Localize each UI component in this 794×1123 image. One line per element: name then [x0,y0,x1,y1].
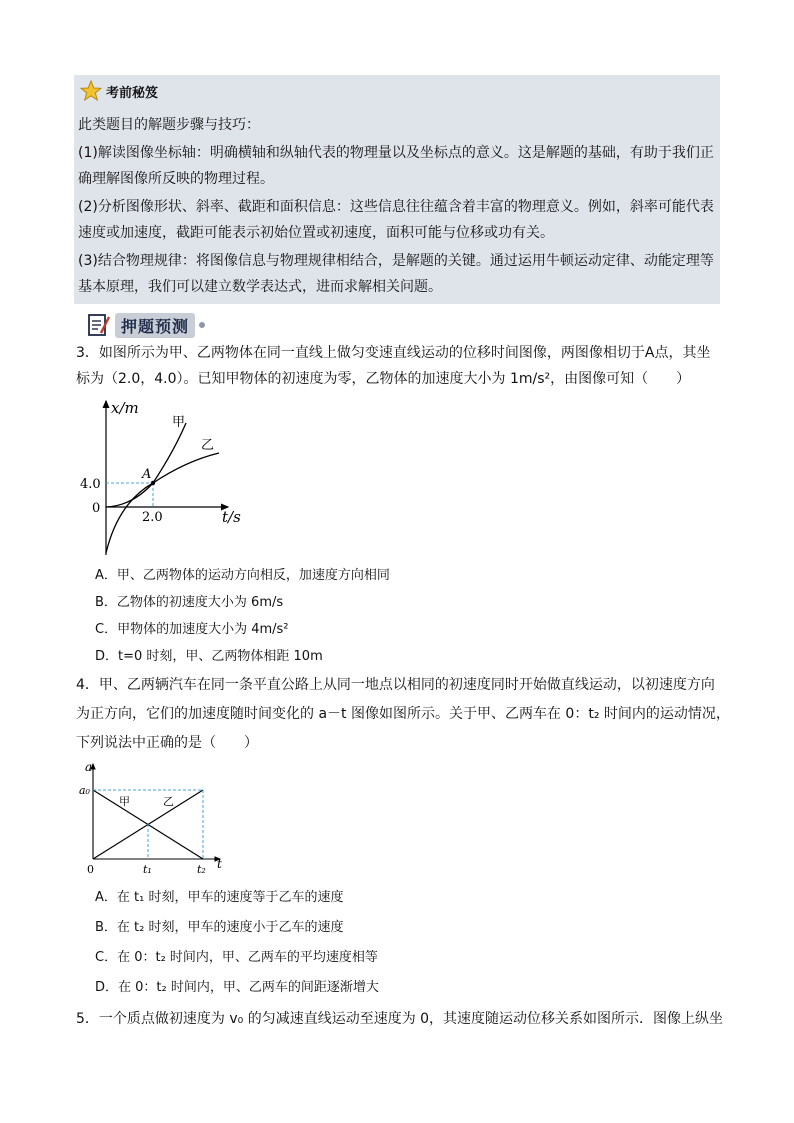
question-3-line: 3．如图所示为甲、乙两物体在同一直线上做匀变速直线运动的位移时间图像，两图像相切于A点，其坐 [76,345,711,361]
banner-label: 押题预测 [115,313,195,338]
q3-x-axis-label: t/s [222,508,241,526]
star-icon [80,80,102,102]
question-3-line: 标为（2.0，4.0）。已知甲物体的初速度为零，乙物体的加速度大小为 1m/s²，由图像可知（ ） [76,371,691,387]
q3-x-tick: 2.0 [142,510,163,525]
q4-option-a: A．在 t₁ 时刻，甲车的速度等于乙车的速度 [95,890,344,905]
tip-title: 考前秘笈 [106,85,159,101]
tip-header [80,79,158,103]
tip-line: 速度或加速度，截距可能表示初始位置或初速度，面积可能与位移或功有关。 [78,225,554,241]
q3-curve-jia [106,423,186,507]
q4-t1-tick: t₁ [143,863,152,876]
tip-line: (1)解读图像坐标轴：明确横轴和纵轴代表的物理量以及坐标点的意义。这是解题的基础，有助于我们正 [78,145,714,161]
q3-y-axis-label: x/m [111,399,139,417]
section-banner [86,312,205,338]
q3-curve-yi-label: 乙 [201,438,215,453]
q4-option-c: C．在 0：t₂ 时间内，甲、乙两车的平均速度相等 [95,950,378,965]
q3-curve-jia-label: 甲 [172,415,186,430]
question-4-line: 下列说法中正确的是（ ） [76,735,258,751]
tip-box [74,75,720,304]
q4-x-axis-label: t [217,857,222,871]
q3-point-a [151,481,155,485]
q4-option-b: B．在 t₂ 时刻，甲车的速度小于乙车的速度 [95,920,344,935]
tip-line: (3)结合物理规律：将图像信息与物理规律相结合，是解题的关键。通过运用牛顿运动定律、动能定理等 [78,253,714,269]
notebook-pen-icon [86,312,112,338]
q4-origin: 0 [87,863,94,876]
tip-line: (2)分析图像形状、斜率、截距和面积信息：这些信息往往蕴含着丰富的物理意义。例如，斜率可能代表 [78,199,714,215]
q4-y-axis-label: a [85,760,93,774]
q3-option-b: B．乙物体的初速度大小为 6m/s [95,595,284,610]
q3-y-tick: 4.0 [80,477,101,492]
q4-t2-tick: t₂ [197,863,206,876]
q3-option-a: A．甲、乙两物体的运动方向相反，加速度方向相同 [95,568,390,583]
q3-origin: 0 [92,501,101,516]
q3-point-label: A [142,467,152,482]
q4-line-jia-label: 甲 [119,795,130,808]
q3-option-c: C．甲物体的加速度大小为 4m/s² [95,622,289,637]
tip-line: 此类题目的解题步骤与技巧： [78,117,260,133]
banner-dot [199,322,205,328]
tip-line: 确理解图像所反映的物理过程。 [78,171,274,187]
question-4-line: 4．甲、乙两辆汽车在同一条平直公路上从同一地点以相同的初速度同时开始做直线运动，以初速度方向 [76,677,715,693]
q4-option-d: D．在 0：t₂ 时间内，甲、乙两车的间距逐渐增大 [95,980,379,995]
q4-y-tick: a₀ [79,784,90,797]
tip-line: 基本原理，我们可以建立数学表达式，进而求解相关问题。 [78,279,442,295]
q3-position-time-graph [76,393,256,558]
question-4-line: 为正方向，它们的加速度随时间变化的 a－t 图像如图所示。关于甲、乙两车在 0：t₂ 时间内的运动情况， [76,706,730,722]
q4-line-yi-label: 乙 [163,795,174,808]
question-5-line: 5．一个质点做初速度为 v₀ 的匀减速直线运动至速度为 0，其速度随运动位移关系如图所示．图像上纵坐 [76,1011,724,1027]
q4-acceleration-time-graph [76,758,236,878]
q3-option-d: D．t=0 时刻，甲、乙两物体相距 10m [95,649,323,664]
